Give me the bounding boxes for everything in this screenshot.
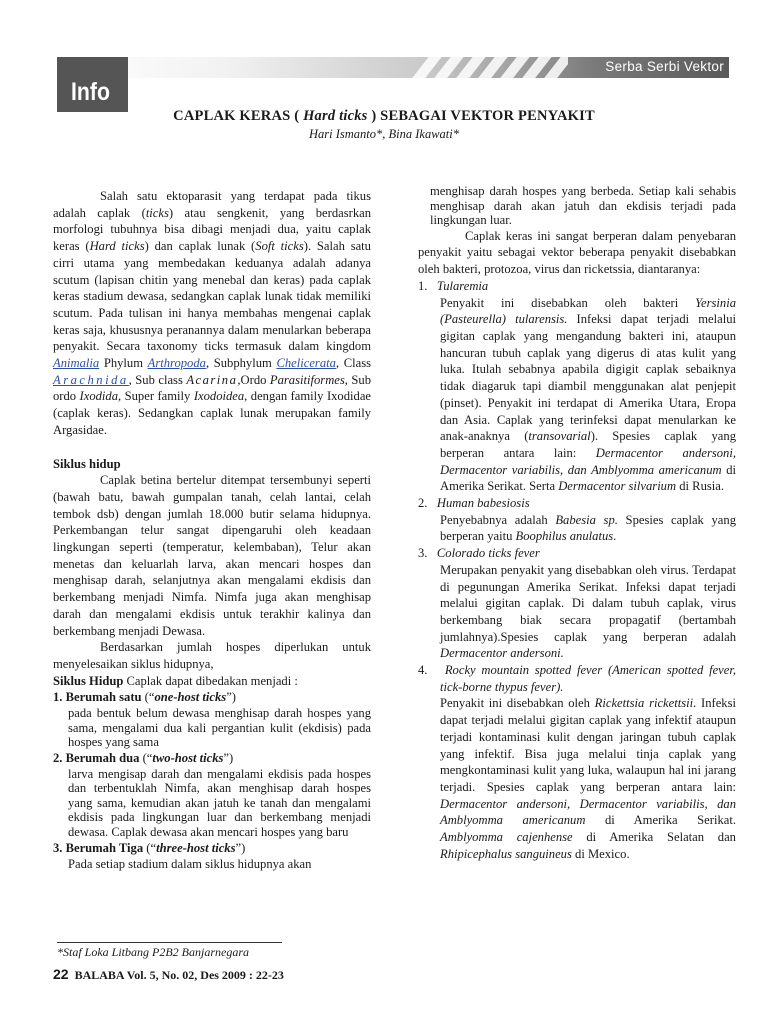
link-chelicerata[interactable]: Chelicerata [276, 356, 336, 371]
left-column [53, 188, 371, 873]
host-type-2-text: larva mengisap darah dan mengalami ekdisis pada hospes dan terbentuklah Nimfa, akan menghisap darah hospes yang sama, kemudian akan jatuh ke tanah dan mengalami ekdisis pada lingkungan luar dan berkembang menjadi dewasa. Caplak dewasa akan mencari hospes yang baru [68, 766, 371, 839]
siklus-paragraph: Caplak betina bertelur ditempat tersembunyi seperti (bawah batu, bawah gumpalan tanah, celah lantai, celah tembok dsb) dengan jumlah 18.000 butir selama hidupnya. Perkembangan telur sangat dipengaruhi oleh keadaan lingkungan seperti (temperatur, kelembaban), Telur akan menetas dan keluarlah larva, akan mencari hospes dan menghisap darah, selanjutnya akan mengalami ekdisis dan berkembang menjadi Nimfa. Nimfa juga akan menghisap darah dan mengalami ekdisis untuk terakhir kalinya dan berkembang menjadi Dewasa. [53, 473, 371, 638]
article-title: CAPLAK KERAS ( Hard ticks ) SEBAGAI VEKTOR PENYAKIT [173, 108, 595, 124]
disease-4-heading: 4. Rocky mountain spotted fever (American spotted fever, tick-borne thypus fever). [418, 663, 736, 694]
host-type-1-heading: 1. Berumah satu (“one-host ticks”) [53, 690, 236, 705]
footnote: *Staf Loka Litbang P2B2 Banjarnegara [57, 945, 249, 959]
disease-3-heading: 3. Colorado ticks fever [418, 546, 540, 561]
disease-1-heading: 1. Tularemia [418, 278, 489, 293]
host-type-3-heading: 3. Berumah Tiga (“three-host ticks”) [53, 840, 246, 855]
intro-paragraph: Salah satu ektoparasit yang terdapat pada tikus adalah caplak (ticks) atau sengkenit, yang berdasrkan morfologi tubuhnya bisa dibagi menjadi dua, yaitu caplak keras (Hard ticks) dan caplak lunak (Soft ticks). Salah satu cirri utama yang membedakan keduanya adalah adanya scutum (lapisan chitin yang menebal dan keras) pada caplak keras stadium dewasa, sedangkan caplak lunak tidak memiliki scutum. Pada tulisan ini hanya membahas mengenai caplak keras saja, khususnya peranannya dalam menularkan beberapa penyakit. Secara taxonomy ticks termasuk dalam kingdom Animalia Phylum Arthropoda, Subphylum Chelicerata, Class Arachnida, Sub class Acarina,Ordo Parasitiformes, Sub ordo Ixodida, Super family Ixodoidea, dengan family Ixodidae (caplak keras). Sedangkan caplak lunak merupakan family Argasidae. [53, 189, 371, 437]
banner-stripes [408, 57, 568, 78]
vector-role-paragraph: Caplak keras ini sangat berperan dalam penyebaran penyakit yaitu sebagai vektor beberapa penyakit disebabkan oleh bakteri, protozoa, virus dan ricketssia, diantaranya: [418, 228, 736, 277]
siklus-lead: Siklus Hidup Caplak dapat dibedakan menjadi : [53, 673, 298, 688]
link-animalia[interactable]: Animalia [53, 356, 100, 371]
host-type-3-text: Pada setiap stadium dalam siklus hidupnya akan [68, 857, 312, 872]
disease-3-text: Merupakan penyakit yang disebabkan oleh virus. Terdapat di pegunungan Amerika Serikat. Infeksi dapat terjadi melalui gigitan caplak. Di dalam tubuh caplak, virus berkembang biak secara propagatif (bertambah jumlahnya).Spesies caplak yang berperan adalah Dermacentor andersoni. [440, 562, 736, 661]
page-footer [53, 966, 284, 983]
siklus-paragraph-2: Berdasarkan jumlah hospes diperlukan untuk menyelesaikan siklus hidupnya, [53, 640, 371, 671]
host-type-2-heading: 2. Berumah dua (“two-host ticks”) [53, 750, 234, 765]
link-arachnida[interactable]: Arachnida [53, 372, 129, 387]
page-number: 22 [53, 966, 69, 982]
right-column [418, 184, 736, 863]
journal-citation: BALABA Vol. 5, No. 02, Des 2009 : 22-23 [74, 968, 284, 982]
authors: Hari Ismanto*, Bina Ikawati* [309, 127, 459, 141]
info-badge-label: Info [71, 78, 110, 106]
disease-4-text: Penyakit ini disebabkan oleh Rickettsia rickettsii. Infeksi dapat terjadi melalui gigitan caplak yang infektif ataupun terjadi kontaminasi kulit dengan jaringan tubuh caplak yang infektif. Bisa juga melalui tinja caplak yang mengkontaminasi kulit yang luka, walaupun hal ini jarang terjadi. Spesies caplak yang berperan antara lain: Dermacentor andersoni, Dermacentor variabilis, dan Amblyomma americanum di Amerika Serikat. Amblyomma cajenhense di Amerika Selatan dan Rhipicephalus sanguineus di Mexico. [440, 696, 736, 861]
siklus-heading: Siklus hidup [53, 456, 121, 471]
host-type-1-text: pada bentuk belum dewasa menghisap darah hospes yang sama, mengalami dua kali pergantian kulit (ekdisis) pada hospes yang sama [68, 706, 371, 750]
disease-2-text: Penyebabnya adalah Babesia sp. Spesies caplak yang berperan yaitu Boophilus anulatus. [440, 512, 736, 544]
section-label: Serba Serbi Vektor [605, 59, 724, 74]
footnote-divider [57, 942, 282, 943]
disease-2-heading: 2. Human babesiosis [418, 496, 530, 511]
continuation-paragraph: menghisap darah hospes yang berbeda. Setiap kali sehabis menghisap darah akan jatuh dan ekdisis terjadi pada lingkungan luar. [430, 184, 736, 228]
link-arthropoda[interactable]: Arthropoda [147, 356, 206, 371]
disease-1-text: Penyakit ini disebabkan oleh bakteri Yersinia (Pasteurella) tularensis. Infeksi dapat terjadi melalui gigitan caplak yang mengandung bakteri ini, ataupun hancuran tubuh caplak yang digerus di atas kulit yang luka. Itulah sebabnya apabila digigit caplak sebaiknya tidak diagaruk tapi diambil menggunakan alat penjepit (pinset). Penyakit ini terdapat di Amerika Utara, Eropa dan Asia. Caplak yang terinfeksi dapat menularkan ke anak-anaknya (transovarial). Spesies caplak yang berperan antara lain: Dermacentor andersoni, Dermacentor variabilis, dan Amblyomma americanum di Amerika Serikat. Serta Dermacentor silvarium di Rusia. [440, 295, 737, 494]
